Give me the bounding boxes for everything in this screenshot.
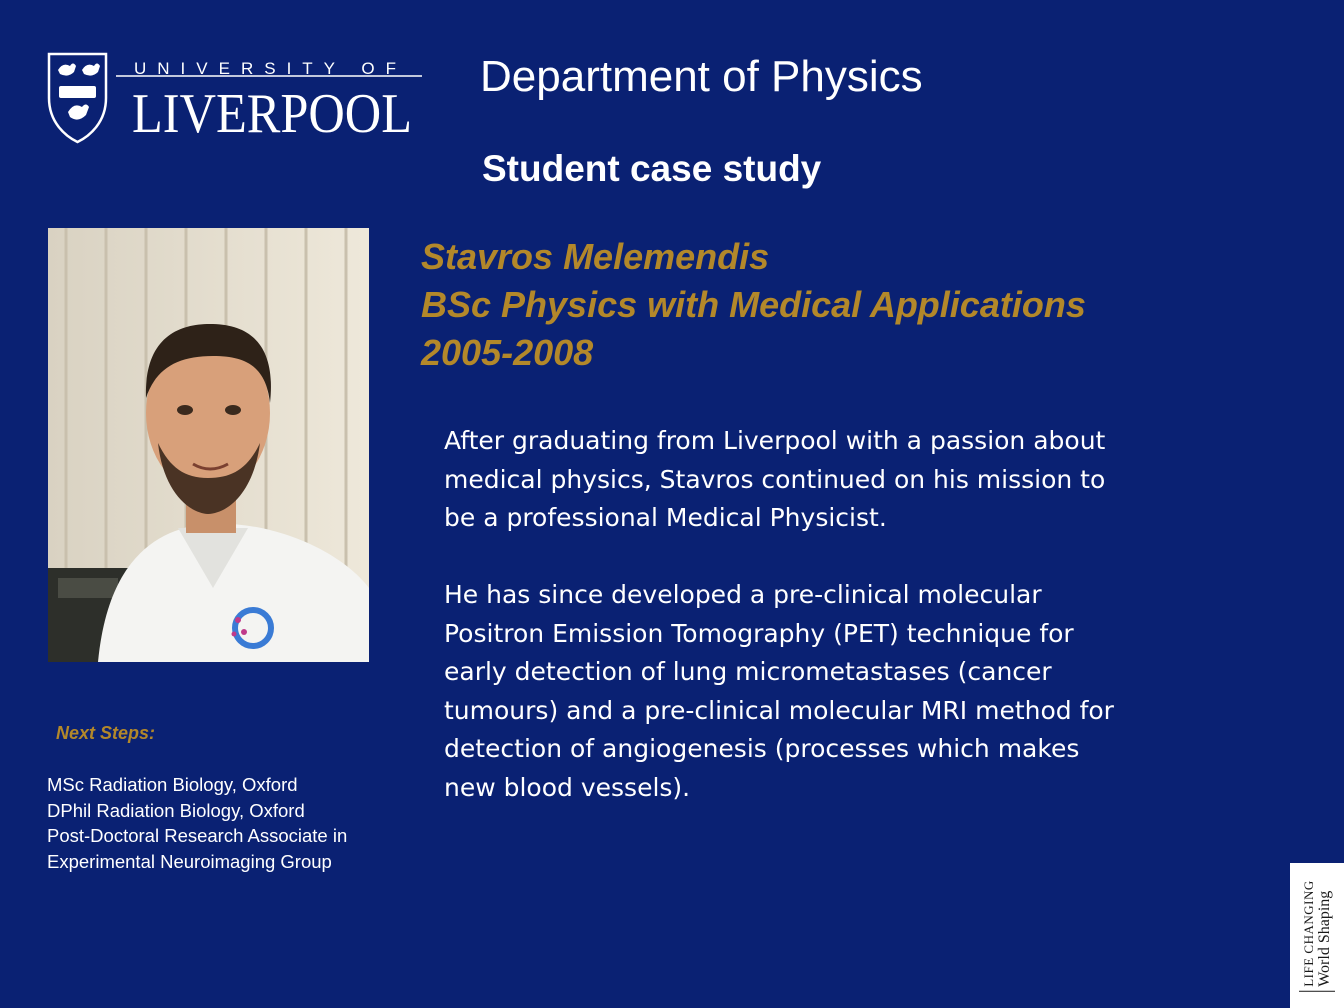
department-title: Department of Physics — [480, 52, 923, 101]
description-paragraph: He has since developed a pre-clinical molecular Positron Emission Tomography (PET) technique for early detection of lung micrometastases (cancer tumours) and a pre-clinical molecular MRI method for detection of angiogenesis (processes which makes new blood vessels). — [444, 580, 1114, 802]
badge-divider — [1299, 990, 1335, 991]
profile-description — [444, 422, 1124, 807]
student-name: Stavros Melemendis — [421, 236, 770, 277]
next-steps-item: MSc Radiation Biology, Oxford — [47, 774, 298, 795]
next-steps-list — [47, 772, 347, 874]
student-photo — [48, 228, 369, 662]
study-years: 2005-2008 — [421, 332, 594, 373]
next-steps-item: Experimental Neuroimaging Group — [47, 850, 332, 872]
page-subtitle: Student case study — [482, 148, 822, 189]
degree-title: BSc Physics with Medical Applications — [421, 284, 1086, 325]
next-steps-item: Post-Doctoral Research Associate in — [47, 825, 348, 846]
life-changing-badge — [1290, 863, 1344, 1008]
description-paragraph: After graduating from Liverpool with a passion about medical physics, Stavros continued on his mission to be a professional Medical Physicist. — [444, 426, 1106, 532]
next-steps-item: DPhil Radiation Biology, Oxford — [47, 799, 305, 821]
next-steps-label: Next Steps: — [56, 723, 156, 743]
profile-heading — [421, 233, 1086, 377]
crest-icon — [46, 50, 426, 146]
badge-line-2: World Shaping — [1316, 890, 1333, 987]
logo-text-top: UNIVERSITY OF — [134, 59, 408, 78]
university-logo — [46, 50, 426, 146]
logo-text-bottom: LIVERPOOL — [132, 83, 412, 145]
badge-line-1: LIFE CHANGING — [1301, 879, 1316, 987]
